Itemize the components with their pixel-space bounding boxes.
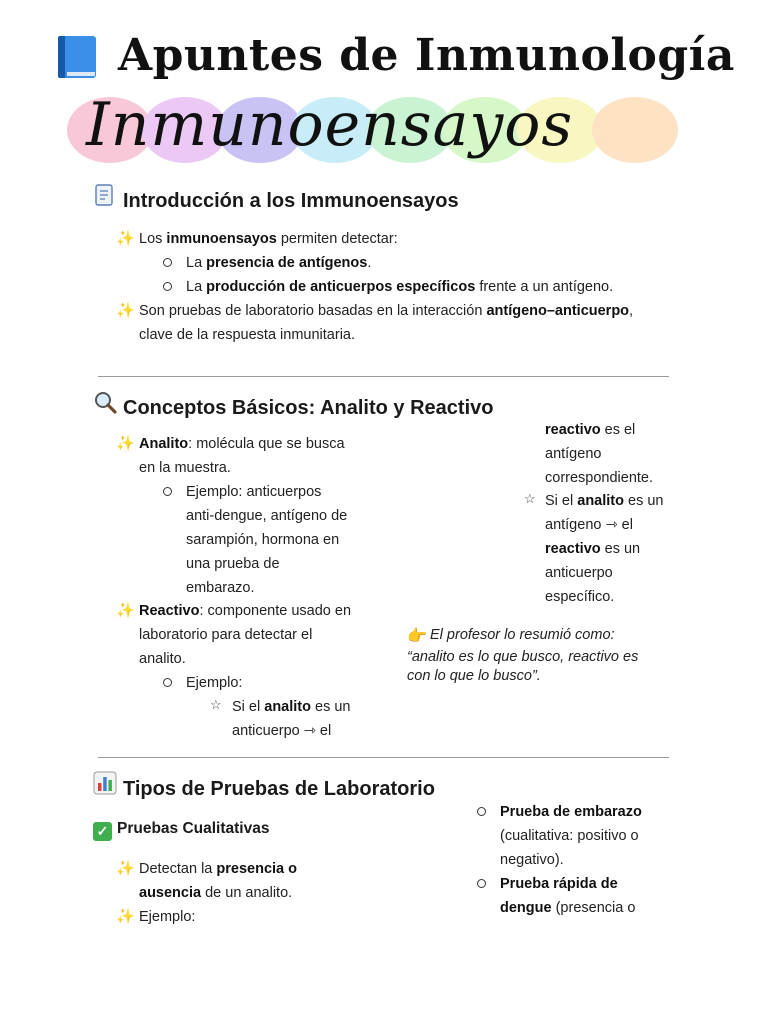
tipos-r1-line-2: (cualitativa: positivo o — [500, 828, 639, 844]
star-2-line-3: reactivo es un — [545, 541, 641, 557]
col2-line-3: correspondiente. — [545, 470, 654, 486]
ejemplo-2-line: Ejemplo: — [186, 675, 243, 691]
pointing-hand-icon: 👉 — [407, 628, 427, 645]
tipos-line-1: Detectan la presencia o — [139, 861, 297, 877]
magnifier-icon — [93, 390, 117, 420]
intro-line-2b: clave de la respuesta inmunitaria. — [139, 327, 356, 343]
quote-line-2: “analito es lo que busco, reactivo es — [407, 649, 639, 665]
divider — [98, 376, 669, 377]
circle-bullet-icon — [163, 282, 172, 291]
tipos-line-1b: ausencia de un analito. — [139, 885, 293, 901]
divider — [98, 757, 669, 758]
blue-book-icon — [55, 34, 101, 80]
star-2-line-2: antígeno ⇾ el — [545, 517, 633, 533]
intro-heading: Introducción a los Immunoensayos — [93, 183, 459, 213]
star-1-line: Si el analito es un — [232, 699, 351, 715]
intro-sub-1: La presencia de antígenos. — [186, 255, 372, 271]
ejemplo-1-line: embarazo. — [186, 580, 255, 596]
sparkle-icon: ✨ — [116, 860, 135, 877]
analito-line-2: en la muestra. — [139, 460, 231, 476]
star-1-line-2: anticuerpo ⇾ el — [232, 723, 332, 739]
sparkle-icon: ✨ — [116, 435, 135, 452]
ejemplo-1-line: anti-dengue, antígeno de — [186, 508, 348, 524]
ejemplo-1-line: sarampión, hormona en — [186, 532, 340, 548]
quote-line-3: con lo que lo busco”. — [407, 668, 541, 684]
ejemplo-1-line: una prueba de — [186, 556, 280, 572]
star-2-line-5: específico. — [545, 589, 615, 605]
tipos-r2-line-2: dengue (presencia o — [500, 900, 636, 916]
ejemplo-1-line: Ejemplo: anticuerpos — [186, 484, 322, 500]
receipt-icon — [93, 183, 117, 213]
tipos-line-2: Ejemplo: — [139, 909, 196, 925]
intro-line-1: Los inmunoensayos permiten detectar: — [139, 231, 398, 247]
circle-bullet-icon — [477, 807, 486, 816]
check-icon: ✓ — [93, 822, 112, 841]
analito-line: Analito: molécula que se busca — [139, 436, 345, 452]
cualitativas-heading: ✓ Pruebas Cualitativas — [93, 820, 269, 841]
page-subtitle: Inmunoensayos — [86, 90, 574, 160]
circle-bullet-icon — [163, 487, 172, 496]
tipos-r1-line-3: negativo). — [500, 852, 564, 868]
reactivo-line: Reactivo: componente usado en — [139, 603, 352, 619]
tipos-r2: Prueba rápida de — [500, 876, 618, 892]
sparkle-icon: ✨ — [116, 908, 135, 925]
col2-line-2: antígeno — [545, 446, 602, 462]
star-2-line-4: anticuerpo — [545, 565, 613, 581]
circle-bullet-icon — [477, 879, 486, 888]
sparkle-icon: ✨ — [116, 302, 135, 319]
reactivo-line-3: analito. — [139, 651, 186, 667]
tipos-heading: Tipos de Pruebas de Laboratorio — [93, 771, 435, 801]
star-bullet-icon: ☆ — [524, 491, 536, 506]
circle-bullet-icon — [163, 258, 172, 267]
conceptos-heading: Conceptos Básicos: Analito y Reactivo — [93, 390, 493, 420]
col2-line-1: reactivo es el — [545, 422, 636, 438]
star-2-line: Si el analito es un — [545, 493, 664, 509]
intro-sub-2: La producción de anticuerpos específicos frente a un antígeno. — [186, 279, 614, 295]
sparkle-icon: ✨ — [116, 602, 135, 619]
reactivo-line-2: laboratorio para detectar el — [139, 627, 313, 643]
intro-line-2: Son pruebas de laboratorio basadas en la interacción antígeno–anticuerpo, — [139, 303, 634, 319]
bar-chart-icon — [93, 771, 117, 801]
tipos-r1: Prueba de embarazo — [500, 804, 642, 820]
page-title: Apuntes de Inmunología — [118, 30, 735, 81]
quote-line-1: El profesor lo resumió como: — [430, 627, 615, 643]
circle-bullet-icon — [163, 678, 172, 687]
star-bullet-icon: ☆ — [210, 697, 222, 712]
sparkle-icon: ✨ — [116, 230, 135, 247]
